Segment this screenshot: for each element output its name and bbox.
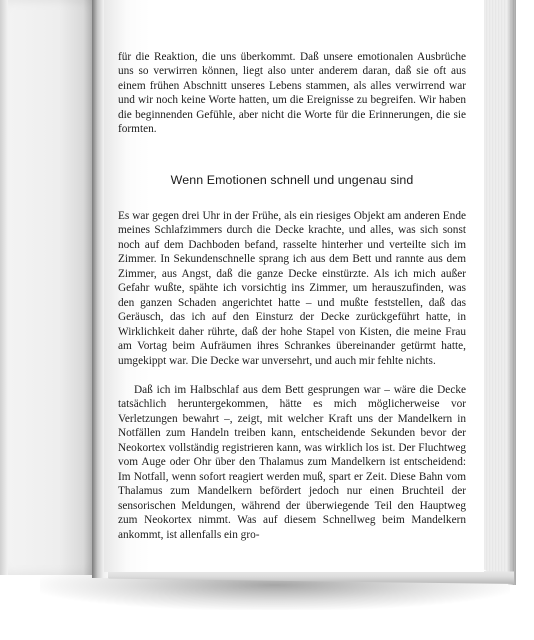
- section-heading: Wenn Emotionen schnell und ungenau sind: [170, 173, 414, 187]
- analysis-paragraph-text: Daß ich im Halbschlaf aus dem Bett gesprungen war – wäre die Decke tatsächlich heruntergekommen, hätte es mich möglicherweise vor Verletzungen bewahrt –, zeigt, mit welcher Kraft uns der Mandelkern in Notfällen zum Handeln treiben kann, entscheidende Sekunden bevor der Neokortex vollständig registrieren kann, was wirklich los ist. Der Fluchtweg vom Auge oder Ohr über den Thalamus zum Mandelkern ist entscheidend: Im Notfall, wenn sofort reagiert werden muß, spart er Zeit. Diese Bahn vom Thalamus zum Mandelkern befördert jedoch nur einen Bruchteil der sensorischen Meldungen, während der überwiegende Teil den Hauptweg zum Neokortex nimmt. Was auf diesem Schnellweg beim Mandelkern ankommt, ist allenfalls ein gro-: [118, 384, 466, 541]
- left-page: [0, 0, 98, 575]
- analysis-paragraph: [118, 383, 466, 542]
- intro-paragraph-text: für die Reaktion, die uns überkommt. Daß unsere emotionalen Ausbrüche uns so verwirren können, liegt also unter anderem daran, daß sie oft aus einem frühen Abschnitt unseres Lebens stammen, als alles verwirrend war und wir noch keine Worte hatten, um die Ereignisse zu begreifen. Wir haben die beginnenden Gefühle, aber nicht die Worte für die Erinnerungen, die sie formten.: [118, 51, 466, 136]
- left-page-edge: [0, 0, 8, 575]
- intro-paragraph: [118, 50, 466, 137]
- story-paragraph: [118, 209, 466, 368]
- page-stack-shade: [508, 0, 516, 585]
- story-paragraph-text: Es war gegen drei Uhr in der Frühe, als ein riesiges Objekt am anderen Ende meines Schlafzimmers durch die Decke krachte, und alles, was sich sonst noch auf dem Dachboden befand, rasselte hinterher und verteilte sich im Zimmer. In Sekundenschnelle sprang ich aus dem Bett und rannte aus dem Zimmer, aus Angst, daß die ganze Decke einstürzte. Als ich mich außer Gefahr wußte, spähte ich vorsichtig ins Zimmer, um herauszufinden, was den ganzen Schaden angerichtet hatte – und mußte feststellen, daß das Geräusch, das ich auf den Einsturz der Decke zurückgeführt hatte, in Wirklichkeit daher rührte, daß der hohe Stapel von Kisten, die meine Frau am Vortag beim Aufräumen ihres Schrankes übereinander getürmt hatte, umgekippt war. Die Decke war unversehrt, und auch mir fehlte nichts.: [118, 210, 466, 367]
